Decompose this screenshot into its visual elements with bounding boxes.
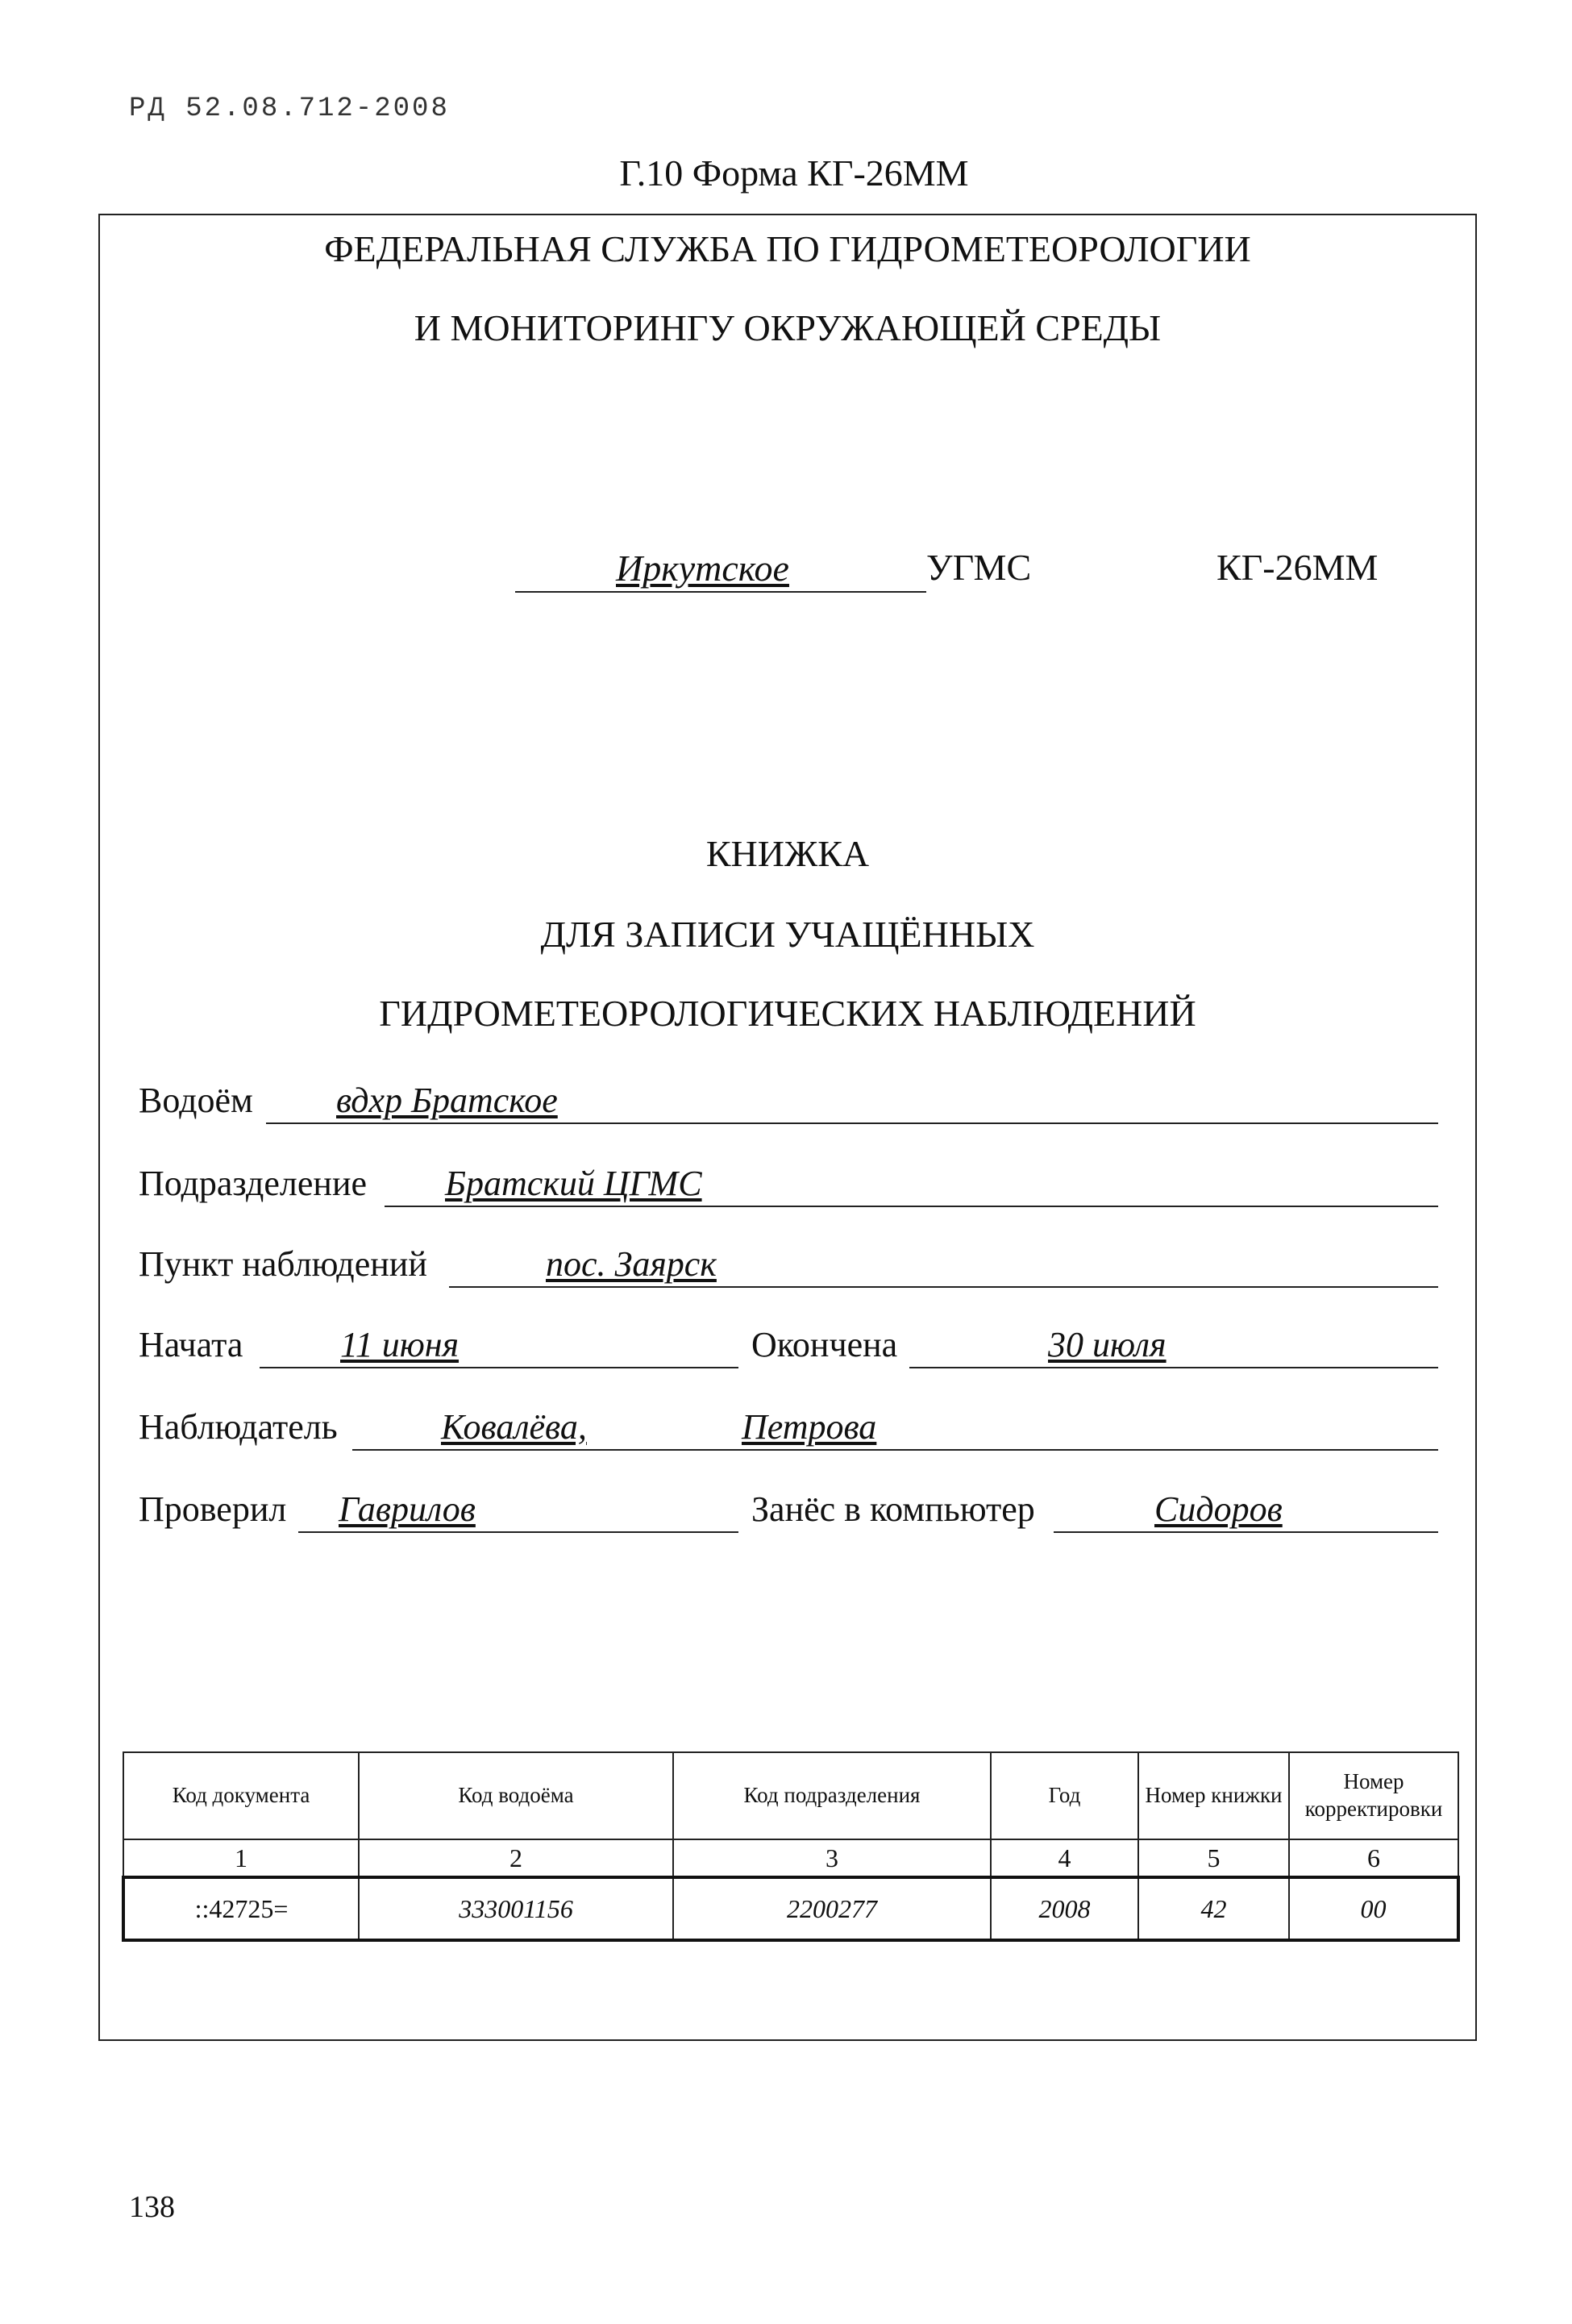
finished-value: 30 июля [1048,1325,1167,1364]
observer-label: Наблюдатель [139,1407,338,1447]
ugms-label: УГМС [926,547,1032,588]
point-label: Пункт наблюдений [139,1244,427,1284]
finished-line [909,1320,1438,1368]
form-frame [98,214,1477,2041]
col-number-1: 1 [123,1839,359,1877]
col-number-2: 2 [359,1839,673,1877]
checked-value: Гаврилов [339,1489,476,1529]
agency-line-1: ФЕДЕРАЛЬНАЯ СЛУЖБА ПО ГИДРОМЕТЕОРОЛОГИИ [324,228,1251,269]
header-book-number: Номер книжки [1138,1752,1289,1839]
codes-table [122,1751,1460,1942]
entered-label: Занёс в компьютер [751,1489,1035,1529]
checked-label: Проверил [139,1489,287,1529]
entered-value: Сидоров [1154,1489,1283,1529]
page-number: 138 [129,2190,175,2224]
form-code: КГ-26ММ [1216,547,1379,588]
codes-number-row [123,1839,1458,1877]
codes-header-row [123,1752,1458,1839]
reservoir-row [139,1074,1438,1124]
started-value: 11 июня [340,1325,460,1364]
check-row [139,1483,1438,1533]
observer-value-1: Ковалёва, [441,1407,587,1447]
codes-value-row [123,1877,1458,1940]
title-line-2: ДЛЯ ЗАПИСИ УЧАЩЁННЫХ [540,914,1035,955]
reservoir-value: вдхр Братское [336,1081,558,1120]
header-division-code: Код подразделения [673,1752,991,1839]
col-number-3: 3 [673,1839,991,1877]
header-correction-number: Номер корректировки [1289,1752,1458,1839]
ugms-field [515,546,926,593]
ugms-value: Иркутское [616,548,789,589]
reservoir-label: Водоём [139,1081,253,1120]
correction-number-value: 00 [1289,1877,1458,1940]
division-label: Подразделение [139,1164,368,1203]
division-row [139,1157,1438,1207]
col-number-5: 5 [1138,1839,1289,1877]
header-reservoir-code: Код водоёма [359,1752,673,1839]
observer-row [139,1401,1438,1451]
division-value: Братский ЦГМС [445,1164,702,1203]
document-code: РД 52.08.712-2008 [129,94,450,124]
observer-value-2: Петрова [742,1407,877,1447]
point-row [139,1238,1438,1288]
header-year: Год [991,1752,1138,1839]
col-number-6: 6 [1289,1839,1458,1877]
started-label: Начата [139,1325,243,1364]
title-line-1: КНИЖКА [705,833,870,874]
division-code-value: 2200277 [673,1877,991,1940]
reservoir-code-value: 333001156 [359,1877,673,1940]
started-line [260,1320,738,1368]
col-number-4: 4 [991,1839,1138,1877]
book-number-value: 42 [1138,1877,1289,1940]
dates-row [139,1318,1438,1368]
header-doc-code: Код документа [123,1752,359,1839]
year-value: 2008 [991,1877,1138,1940]
finished-label: Окончена [751,1325,898,1364]
form-caption: Г.10 Форма КГ-26ММ [619,152,969,194]
ugms-row [100,546,1475,594]
doc-code-value: ::42725= [123,1877,359,1940]
title-line-3: ГИДРОМЕТЕОРОЛОГИЧЕСКИХ НАБЛЮДЕНИЙ [379,993,1196,1034]
point-value: пос. Заярск [546,1244,717,1284]
agency-line-2: И МОНИТОРИНГУ ОКРУЖАЮЩЕЙ СРЕДЫ [414,307,1162,348]
